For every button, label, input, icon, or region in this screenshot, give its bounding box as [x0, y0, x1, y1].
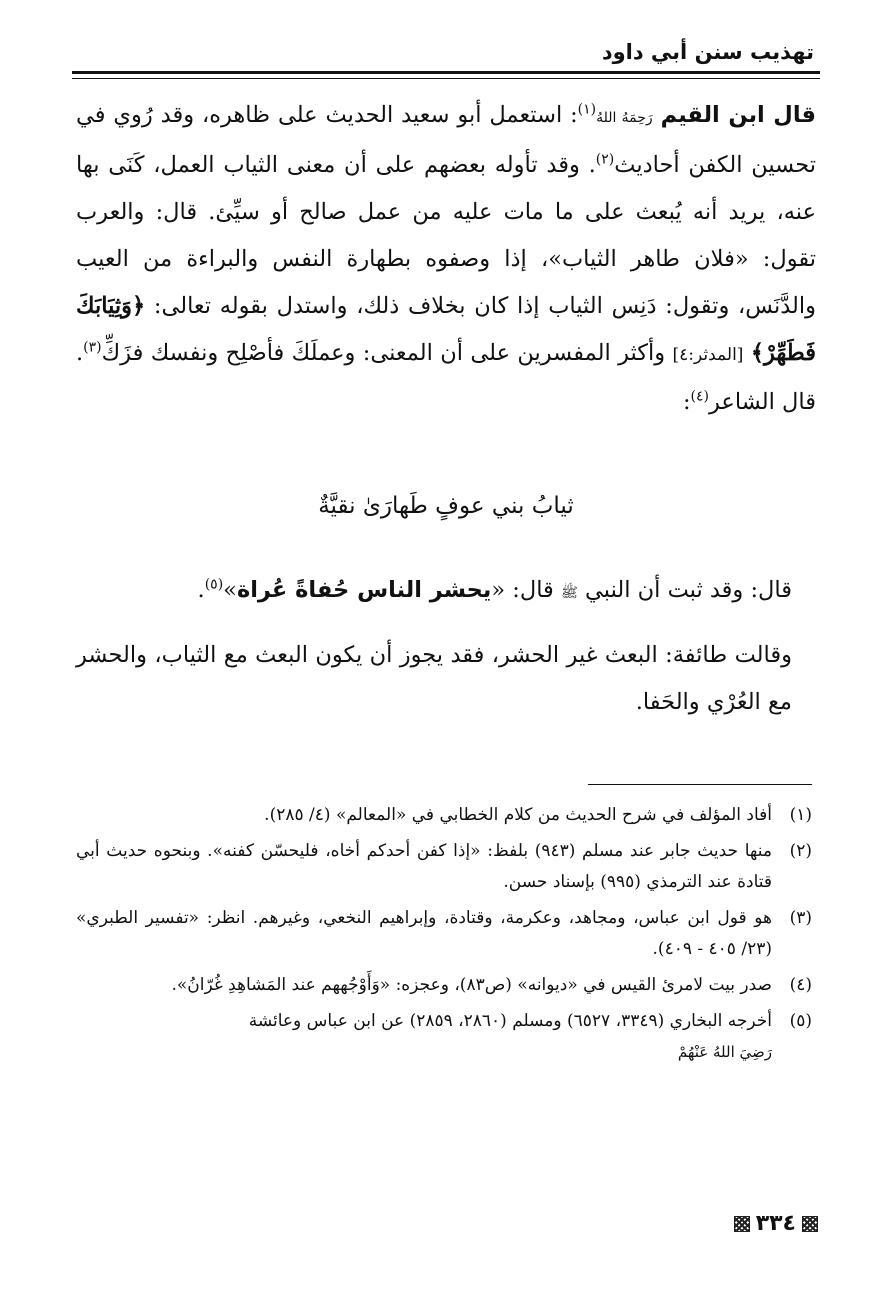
- page-footer: [734, 1211, 818, 1236]
- footnote-number: (١): [789, 805, 812, 825]
- text-segment: وأكثر المفسرين على أن المعنى: وعملَكَ فأصْلِح ونفسك فزَكِّ: [101, 340, 666, 366]
- text-segment: :: [682, 389, 691, 415]
- header-rule: [72, 71, 820, 74]
- text-segment: .: [197, 577, 205, 603]
- poetry-verse: ثيابُ بني عوفٍ طَهارَىٰ نقيَّةٌ: [318, 493, 574, 519]
- footnote-item: [76, 800, 812, 831]
- footnote-number: (٢): [789, 841, 812, 861]
- footnote-text: هو قول ابن عباس، ومجاهد، وعكرمة، وقتادة، وإبراهيم النخعي، وغيرهم. انظر: «تفسير الطبري» (٢٣/ ٤٠٥ - ٤٠٩).: [76, 908, 772, 959]
- footnote-number: (٤): [789, 975, 812, 995]
- closing-paragraph: وقالت طائفة: البعث غير الحشر، فقد يجوز أن يكون البعث مع الثياب، والحشر مع العُرْي والحَفا.: [76, 642, 792, 715]
- footnote-number: (٣): [789, 908, 812, 928]
- footnote-mark-2: (٢): [595, 151, 615, 168]
- quran-reference: [المدثر:٤]: [672, 345, 744, 365]
- ornament-icon: [734, 1216, 750, 1232]
- text-segment: : استعمل أبو سعيد الحديث على ظاهره، وقد رُوي في تحسين الكفن أحاديث: [76, 102, 817, 178]
- footnote-mark-1: (١): [577, 101, 597, 118]
- footnote-mark-5: (٥): [204, 576, 224, 593]
- footnotes: [76, 800, 812, 1073]
- footnote-text: منها حديث جابر عند مسلم (٩٤٣) بلفظ: «إذا كفن أحدكم أخاه، فليحسّن كفنه». وبنحوه حديث أبي قتادة عند الترمذي (٩٩٥) بإسناد حسن.: [76, 841, 772, 892]
- text-segment: . قال الشاعر: [76, 340, 816, 415]
- footnote-item: [76, 970, 812, 1001]
- page-number: ٣٣٤: [755, 1211, 796, 1236]
- footnote-text: أفاد المؤلف في شرح الحديث من كلام الخطابي في «المعالم» (٤/ ٢٨٥).: [264, 805, 772, 825]
- footnote-mark-3: (٣): [83, 339, 102, 356]
- footnote-item: [76, 903, 812, 965]
- book-title: تهذيب سنن أبي داود: [601, 40, 814, 64]
- speaker-name: قال ابن القيم: [660, 102, 817, 128]
- honorific: ﷺ: [560, 585, 578, 601]
- honorific: رَحِمَهُ اللهُ: [596, 110, 653, 126]
- text-segment: »: [223, 577, 237, 603]
- main-paragraph: [76, 92, 816, 426]
- footnote-number: (٥): [789, 1011, 812, 1031]
- footnote-separator: [588, 784, 812, 785]
- header-rule-thin: [72, 78, 820, 79]
- hadith-paragraph: [76, 567, 792, 617]
- footnote-text-body: أخرجه البخاري (٣٣٤٩، ٦٥٢٧) ومسلم (٢٨٦٠، ٢٨٥٩) عن ابن عباس وعائشة: [248, 1011, 772, 1031]
- footnote-item: [76, 836, 812, 898]
- text-segment: . وقد تأوله بعضهم على أن معنى الثياب العمل، كَنَى بها عنه، يريد أنه يُبعث على ما مات عليه من عمل صالح أو سيِّئ. قال: والعرب تقول: «فلان طاهر الثياب»، إذا وصفوه بطهارة النفس والبراءة من العيب والدَّنَس، وتقول: دَنِس الثياب إذا كان بخلاف ذلك، واستدل بقوله تعالى:: [76, 152, 816, 319]
- ornament-icon: [802, 1216, 818, 1232]
- footnote-item: [76, 1006, 812, 1068]
- footnote-text: [76, 1006, 772, 1068]
- running-header: [72, 38, 820, 72]
- hadith-text: يحشر الناس حُفاةً عُراة: [236, 577, 492, 603]
- text-segment: قال: «: [491, 577, 554, 603]
- quran-verse: ﴿وَثِيَابَكَ فَطَهِّرْ﴾: [76, 293, 816, 366]
- footnote-text: صدر بيت لامرئ القيس في «ديوانه» (ص٨٣)، وعجزه: «وَأَوْجُههم عند المَشاهِدِ غُرّانُ».: [171, 975, 772, 995]
- honorific: رَضِيَ اللهُ عَنْهُمْ: [677, 1043, 772, 1061]
- text-segment: قال: وقد ثبت أن النبي: [585, 577, 792, 603]
- footnote-mark-4: (٤): [690, 388, 709, 405]
